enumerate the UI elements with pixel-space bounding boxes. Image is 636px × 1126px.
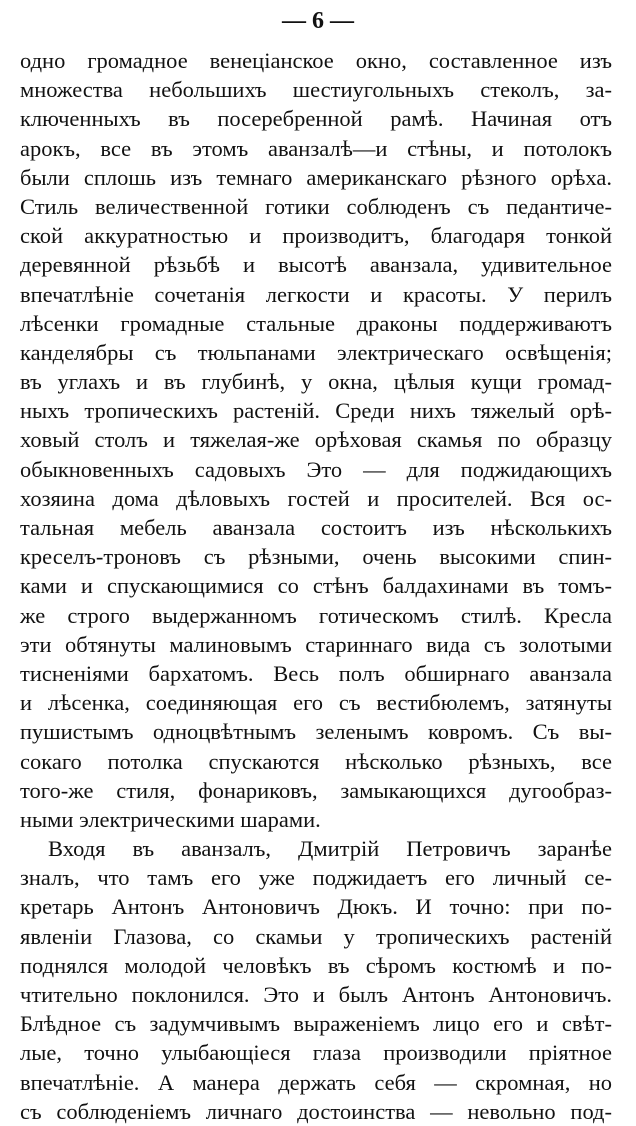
text-line: пушистымъ одноцвѣтнымъ зеленымъ ковромъ. Съ вы-: [20, 719, 612, 745]
page-number: — 6 —: [282, 8, 354, 34]
paragraph: [20, 46, 612, 834]
text-line: Блѣдное съ задумчивымъ выраженіемъ лицо его и свѣт-: [20, 1011, 612, 1037]
text-line: въ углахъ и въ глубинѣ, у окна, цѣлыя кущи громад-: [20, 369, 612, 395]
text-line: сокаго потолка спускаются нѣсколько рѣзныхъ, все: [20, 748, 612, 774]
text-line: ской аккуратностью и производитъ, благодаря тонкой: [20, 223, 612, 249]
text-line: Входя въ аванзалъ, Дмитрій Петровичъ заранѣе: [48, 836, 612, 862]
text-line: чтительно поклонился. Это и былъ Антонъ Антоновичъ.: [20, 982, 612, 1007]
text-line: ныхъ тропическихъ растеній. Среди нихъ тяжелый орѣ-: [20, 398, 612, 424]
text-line: явленіи Глазова, со скамьи у тропическихъ растеній: [20, 923, 612, 949]
text-line: ками и спускающимися со стѣнъ балдахинами въ томъ-: [20, 573, 612, 599]
text-line: тальная мебель аванзала состоитъ изъ нѣсколькихъ: [20, 515, 612, 540]
text-line: обыкновенныхъ садовыхъ Это — для поджидающихъ: [20, 456, 612, 482]
text-line: съ соблюденіемъ личнаго достоинства — невольно под-: [20, 1098, 612, 1124]
text-line: арокъ, все въ этомъ аванзалѣ—и стѣны, и потолокъ: [20, 135, 612, 161]
text-line: были сплошь изъ темнаго американскаго рѣзного орѣха.: [20, 164, 612, 190]
text-line: кретарь Антонъ Антоновичъ Дюкъ. И точно: при по-: [20, 894, 612, 920]
text-line: поднялся молодой человѣкъ въ сѣромъ костюмѣ и по-: [20, 952, 612, 978]
text-line: зналъ, что тамъ его уже поджидаетъ его личный се-: [20, 865, 612, 891]
text-line: лые, точно улыбающіеся глаза производили пріятное: [20, 1040, 612, 1066]
text-line: множества небольшихъ шестиугольныхъ стеколъ, за-: [20, 77, 612, 103]
text-line: того-же стиля, фонариковъ, замыкающихся дугообраз-: [20, 777, 612, 803]
text-line: же строго выдержанномъ готическомъ стилѣ. Кресла: [20, 602, 612, 628]
text-line: ными электрическими шарами.: [20, 806, 321, 832]
text-line: лѣсенки громадные стальные драконы поддерживаютъ: [20, 310, 612, 336]
text-line: Стиль величественной готики соблюденъ съ педантиче-: [20, 193, 612, 219]
text-line: канделябры съ тюльпанами электрическаго освѣщенія;: [20, 339, 612, 365]
text-line: впечатлѣніе сочетанія легкости и красоты. У перилъ: [20, 281, 612, 307]
text-line: одно громадное венеціанское окно, составленное изъ: [20, 48, 612, 73]
text-line: ховый столъ и тяжелая-же орѣховая скамья по образцу: [20, 427, 612, 453]
text-line: креселъ-троновъ съ рѣзными, очень высокими спин-: [20, 544, 612, 570]
text-line: эти обтянуты малиновымъ стариннаго вида съ золотыми: [20, 631, 612, 657]
text-line: и лѣсенка, соединяющая его съ вестибюлемъ, затянуты: [20, 690, 612, 716]
paragraph: [20, 834, 612, 1126]
text-line: впечатлѣніе. А манера держать себя — скромная, но: [20, 1069, 612, 1095]
body-text: [20, 46, 612, 1126]
text-line: хозяина дома дѣловыхъ гостей и просителей. Вся ос-: [20, 485, 612, 511]
text-line: тисненіями бархатомъ. Весь полъ обширнаго аванзала: [20, 660, 612, 686]
text-line: деревянной рѣзьбѣ и высотѣ аванзала, удивительное: [20, 252, 612, 278]
text-line: ключенныхъ въ посеребренной рамѣ. Начиная отъ: [20, 106, 612, 132]
